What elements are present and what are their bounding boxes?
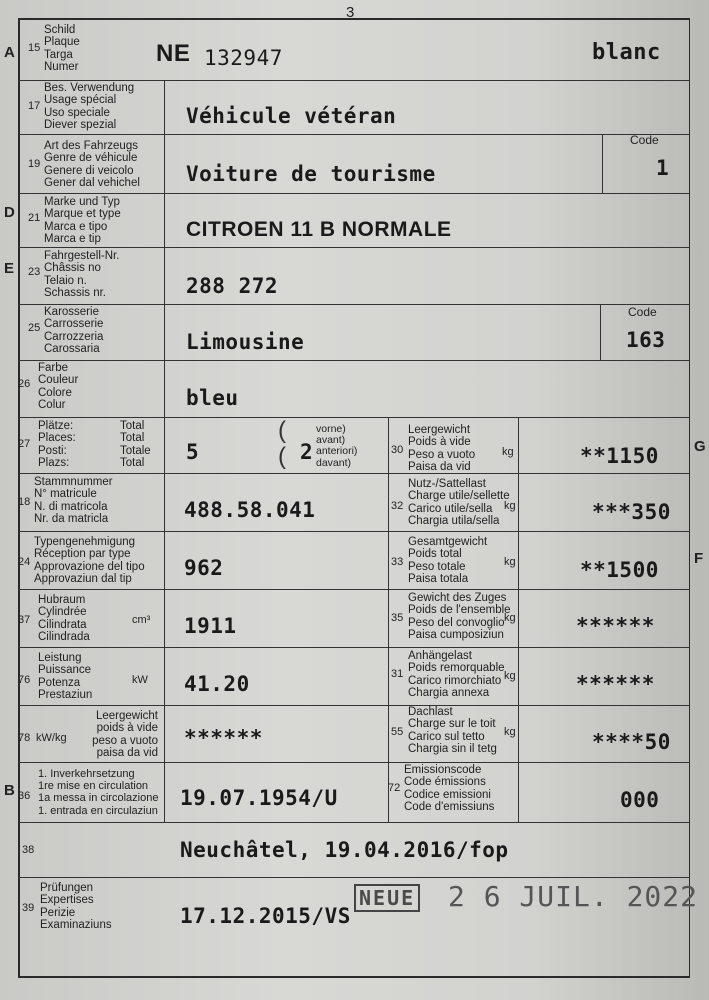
field-label-seats: Plätze: Places: Posti: Plazs: — [38, 420, 76, 470]
field-number: 25 — [28, 322, 41, 334]
field-number: 36 — [18, 790, 31, 802]
field-number: 72 — [388, 782, 401, 794]
field-number: 37 — [18, 614, 31, 626]
side-letter-a: A — [4, 44, 15, 61]
row-divider — [18, 134, 690, 135]
code-box-divider — [602, 134, 603, 193]
row-divider — [18, 473, 690, 474]
code-label: Code — [628, 305, 657, 319]
base-number-value: 488.58.041 — [184, 498, 316, 522]
field-label-displacement: Hubraum Cylindrée Cilindrata Cilindrada — [38, 594, 90, 644]
chassis-value: 288 272 — [186, 274, 279, 298]
side-letter-f: F — [694, 550, 704, 567]
body-value: Limousine — [186, 330, 305, 354]
field-label-payload: Nutz-/Sattellast Charge utile/sellette Carico utile/sella Chargia utila/sella — [408, 478, 510, 528]
row-divider — [18, 80, 690, 81]
field-number: 17 — [28, 100, 41, 112]
train-weight-value: ****** — [576, 614, 655, 638]
field-number: 39 — [22, 902, 35, 914]
row-divider — [18, 877, 690, 878]
row-divider — [18, 193, 690, 194]
field-label-type-approval: Typengenehmigung Réception par type Approvazione del tipo Approvaziun dal tip — [34, 536, 145, 586]
field-label-first-registration: 1. Inverkehrsetzung 1re mise en circulation 1a messa in circolazione 1. entrada en circulaziun — [38, 768, 159, 817]
unit-label: kg — [504, 612, 516, 624]
row-divider — [18, 531, 690, 532]
vehicle-kind-code: 1 — [656, 156, 670, 180]
field-number: 31 — [391, 668, 404, 680]
field-number: 78 — [18, 732, 31, 744]
field-label-roof-load: Dachlast Charge sur le toit Carico sul tetto Chargia sin il tetg — [408, 706, 497, 756]
inspection-value: 17.12.2015/VS — [180, 904, 351, 928]
field-number: 23 — [28, 266, 41, 278]
unit-label: kg — [504, 556, 516, 568]
power-value: 41.20 — [184, 672, 250, 696]
row-divider — [18, 589, 690, 590]
emission-code-value: 000 — [620, 788, 660, 812]
row-divider — [18, 647, 690, 648]
row-divider — [18, 360, 690, 361]
middle-column-divider — [388, 417, 389, 822]
towing-weight-value: ****** — [576, 672, 655, 696]
field-number: 30 — [391, 444, 404, 456]
row-divider — [18, 822, 690, 823]
roof-load-value: ****50 — [592, 730, 671, 754]
side-letter-e: E — [4, 260, 15, 277]
unit-label: kW/kg — [36, 732, 67, 744]
type-approval-value: 962 — [184, 556, 224, 580]
field-label-plate: Schild Plaque Targa Numer — [44, 24, 80, 74]
field-number: 32 — [391, 500, 404, 512]
total-weight-value: **1500 — [580, 558, 659, 582]
field-label-usage: Bes. Verwendung Usage spécial Uso speciale Diever spezial — [44, 82, 135, 132]
first-registration-value: 19.07.1954/U — [180, 786, 338, 810]
plate-canton: NE — [156, 40, 191, 67]
side-letter-b: B — [4, 782, 15, 799]
row-divider — [18, 417, 690, 418]
inspection-stamp-box: NEUE — [354, 884, 420, 912]
field-number: 24 — [18, 556, 31, 568]
field-label-seats-front: vorne) avant) anteriori) davant) — [316, 423, 358, 469]
front-brace: ( ( — [278, 417, 286, 470]
page-number: 3 — [346, 4, 355, 21]
side-letter-d: D — [4, 204, 15, 221]
field-label-make: Marke und Typ Marque et type Marca e tipo Marca e tip — [44, 196, 121, 246]
unit-label: cm³ — [132, 614, 151, 626]
field-number: 15 — [28, 42, 41, 54]
field-number: 76 — [18, 674, 31, 686]
field-label-power-to-weight: Leergewicht poids à vide peso a vuoto paisa da vid — [92, 710, 158, 760]
make-value: CITROEN 11 B NORMALE — [186, 218, 452, 241]
unit-label: kg — [504, 670, 516, 682]
row-divider — [18, 705, 690, 706]
empty-weight-value: **1150 — [580, 444, 659, 468]
field-label-emission-code: Emissionscode Code émissions Codice emissioni Code d'emissiuns — [404, 764, 495, 814]
side-letter-g: G — [694, 438, 706, 455]
vehicle-kind-value: Voiture de tourisme — [186, 162, 436, 186]
unit-label: kg — [502, 446, 514, 458]
field-number: 35 — [391, 612, 404, 624]
field-number: 21 — [28, 212, 41, 224]
field-label-color: Farbe Couleur Colore Colur — [38, 362, 79, 412]
field-label-power: Leistung Puissance Potenza Prestaziun — [38, 652, 93, 702]
code-label: Code — [630, 133, 659, 147]
row-divider — [18, 304, 690, 305]
plate-number: 132947 — [204, 46, 283, 70]
field-number: 55 — [391, 726, 404, 738]
label-column-divider — [164, 80, 165, 822]
color-value: bleu — [186, 386, 239, 410]
field-number: 38 — [22, 844, 35, 856]
field-number: 18 — [18, 496, 31, 508]
inspection-stamp-date: 2 6 JUIL. 2022 — [448, 880, 699, 913]
row-divider — [18, 762, 690, 763]
seats-total-value: 5 — [186, 440, 200, 464]
field-label-train-weight: Gewicht des Zuges Poids de l'ensemble Peso del convoglio Paisa cumposiziun — [408, 592, 511, 642]
unit-label: kg — [504, 726, 516, 738]
field-label-vehicle-kind: Art des Fahrzeugs Genre de véhicule Genere di veicolo Gener dal vehichel — [44, 140, 140, 190]
field-label-empty-weight: Leergewicht Poids à vide Peso a vuoto Paisa da vid — [408, 424, 476, 474]
field-number: 27 — [18, 438, 31, 450]
power-to-weight-value: ****** — [184, 726, 263, 750]
seats-front-value: 2 — [300, 440, 314, 464]
field-label-body: Karosserie Carrosserie Carrozzeria Carossaria — [44, 306, 104, 356]
payload-value: ***350 — [592, 500, 671, 524]
right-label-divider — [518, 417, 519, 822]
field-number: 26 — [18, 378, 31, 390]
field-number: 19 — [28, 158, 41, 170]
unit-label: kg — [504, 500, 516, 512]
code-box-divider — [600, 304, 601, 360]
field-label-inspections: Prüfungen Expertises Perizie Examinaziuns — [40, 882, 112, 932]
row-divider — [18, 247, 690, 248]
field-label-total-weight: Gesamtgewicht Poids total Peso totale Paisa totala — [408, 536, 488, 586]
field-number: 33 — [391, 556, 404, 568]
field-label-base-number: Stammnummer N° matricule N. di matricola Nr. da matricla — [34, 476, 113, 526]
unit-label: kW — [132, 674, 148, 686]
body-code: 163 — [626, 328, 666, 352]
field-label-towing-weight: Anhängelast Poids remorquable Carico rimorchiato Chargia annexa — [408, 650, 505, 700]
field-label-seats-total: Total Total Totale Total — [120, 420, 151, 470]
field-label-chassis: Fahrgestell-Nr. Châssis no Telaio n. Schassis nr. — [44, 250, 120, 300]
usage-value: Véhicule vétéran — [186, 104, 397, 128]
displacement-value: 1911 — [184, 614, 237, 638]
issue-place-date: Neuchâtel, 19.04.2016/fop — [180, 838, 509, 862]
plate-color: blanc — [592, 40, 661, 65]
